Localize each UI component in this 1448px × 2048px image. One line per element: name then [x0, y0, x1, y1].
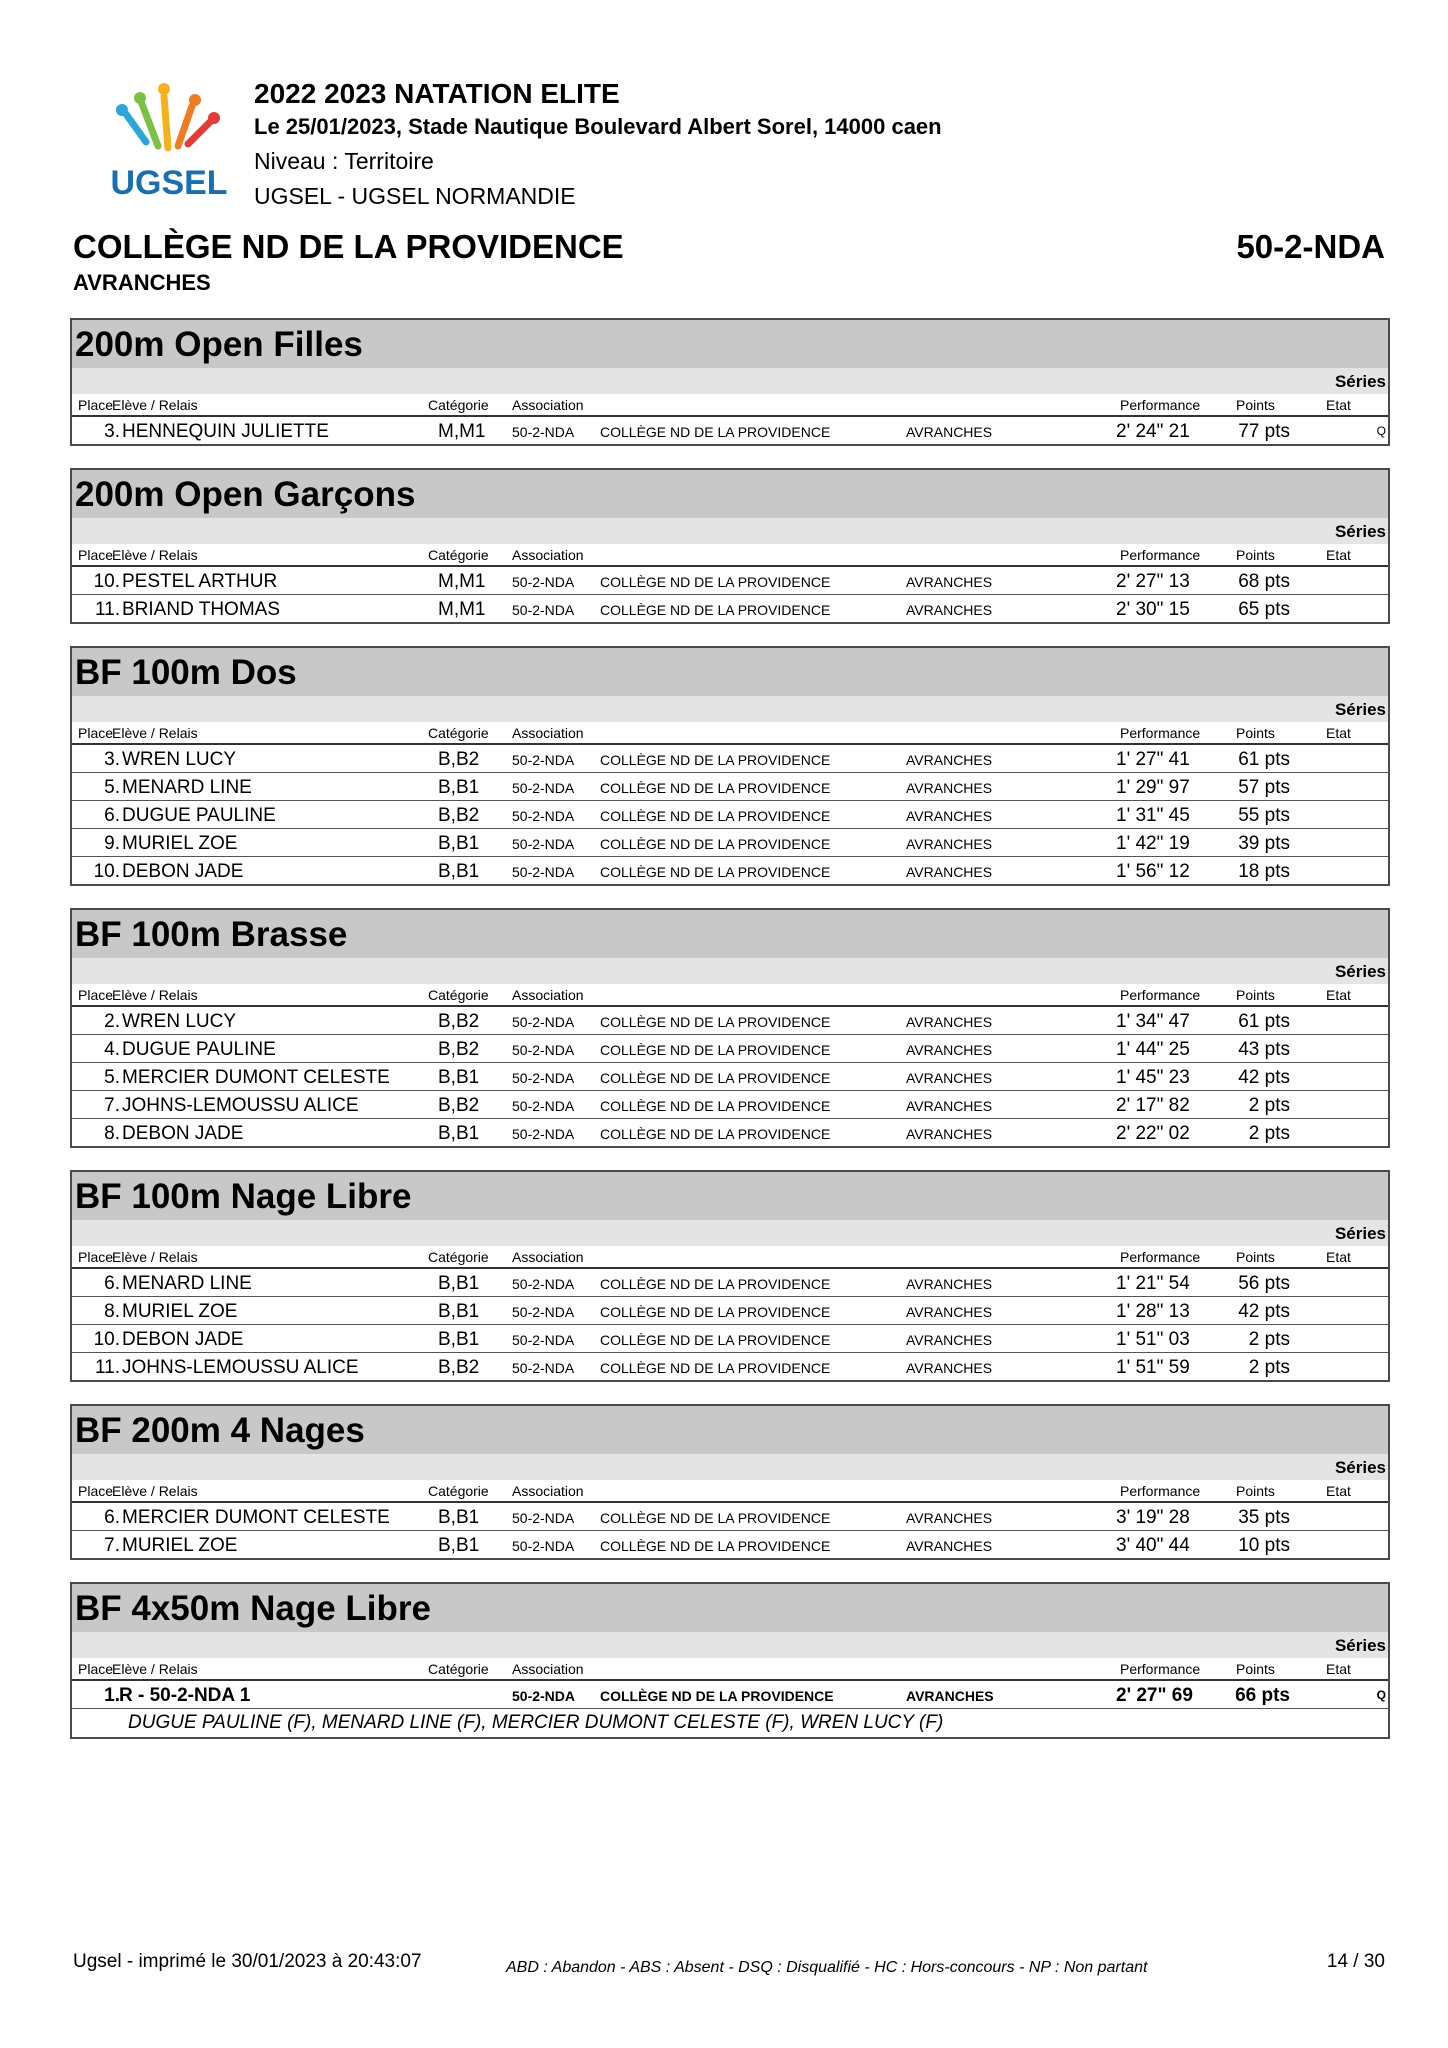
column-header: Place	[78, 1249, 114, 1265]
result-row	[72, 1325, 1388, 1353]
city-cell: AVRANCHES	[906, 1688, 994, 1704]
association-cell: COLLÈGE ND DE LA PROVIDENCE	[600, 1070, 831, 1086]
event-section	[70, 318, 1390, 446]
performance-cell: 1' 28" 13	[1116, 1301, 1190, 1322]
result-row	[72, 857, 1388, 884]
association-cell: COLLÈGE ND DE LA PROVIDENCE	[600, 1360, 831, 1376]
category-cell: B,B1	[438, 1123, 480, 1144]
column-header: Association	[512, 397, 584, 413]
column-header: Catégorie	[428, 725, 489, 741]
association-cell: COLLÈGE ND DE LA PROVIDENCE	[600, 574, 831, 590]
club-code: 50-2-NDA	[1236, 228, 1385, 265]
athlete-name: DEBON JADE	[122, 861, 244, 882]
place-cell: 1.	[104, 1685, 120, 1706]
athlete-name: DEBON JADE	[122, 1123, 244, 1144]
category-cell: B,B1	[438, 1301, 480, 1322]
column-header: Etat	[1326, 987, 1351, 1003]
club-code-cell: 50-2-NDA	[512, 1304, 575, 1320]
column-header-row	[72, 984, 1388, 1007]
result-row	[72, 801, 1388, 829]
event-section	[70, 468, 1390, 624]
category-cell: M,M1	[438, 421, 486, 442]
category-cell: B,B1	[438, 833, 480, 854]
association-cell: COLLÈGE ND DE LA PROVIDENCE	[600, 1014, 831, 1030]
column-header: Place	[78, 1483, 114, 1499]
points-cell: 43 pts	[1238, 1039, 1290, 1060]
series-label: Séries	[72, 368, 1388, 394]
logo-text: UGSEL	[110, 164, 228, 202]
athlete-name: DUGUE PAULINE	[122, 805, 276, 826]
points-cell: 2 pts	[1248, 1329, 1290, 1350]
performance-cell: 2' 30" 15	[1116, 599, 1190, 620]
column-header: Catégorie	[428, 1483, 489, 1499]
club-code-cell: 50-2-NDA	[512, 1360, 575, 1376]
athlete-name: BRIAND THOMAS	[122, 599, 281, 620]
athlete-name: DUGUE PAULINE	[122, 1039, 276, 1060]
column-header: Place	[78, 1661, 114, 1677]
athlete-name: MURIEL ZOE	[122, 1301, 238, 1322]
column-header: Catégorie	[428, 1661, 489, 1677]
performance-cell: 1' 45" 23	[1116, 1067, 1190, 1088]
result-row	[72, 1353, 1388, 1380]
category-cell: B,B2	[438, 1011, 480, 1032]
points-cell: 77 pts	[1238, 421, 1290, 442]
place-cell: 10.	[93, 861, 120, 882]
city-cell: AVRANCHES	[906, 602, 993, 618]
athlete-name: R - 50-2-NDA 1	[119, 1685, 251, 1706]
athlete-name: WREN LUCY	[122, 1011, 237, 1032]
column-header: Points	[1236, 1249, 1275, 1265]
event-section	[70, 1404, 1390, 1560]
city-cell: AVRANCHES	[906, 1042, 993, 1058]
city-cell: AVRANCHES	[906, 1014, 993, 1030]
event-title: 200m Open Filles	[72, 320, 1388, 368]
points-cell: 39 pts	[1238, 833, 1290, 854]
place-cell: 8.	[104, 1301, 120, 1322]
performance-cell: 2' 22" 02	[1116, 1123, 1190, 1144]
column-header: Place	[78, 725, 114, 741]
result-row	[72, 1531, 1388, 1558]
column-header: Elève / Relais	[112, 1661, 198, 1677]
column-header: Elève / Relais	[112, 725, 198, 741]
city-cell: AVRANCHES	[906, 752, 993, 768]
performance-cell: 1' 44" 25	[1116, 1039, 1190, 1060]
club-code-cell: 50-2-NDA	[512, 1510, 575, 1526]
footer-printed-date: Ugsel - imprimé le 30/01/2023 à 20:43:07	[73, 1951, 422, 1972]
result-row	[72, 1503, 1388, 1531]
performance-cell: 2' 17" 82	[1116, 1095, 1190, 1116]
category-cell: B,B2	[438, 805, 480, 826]
performance-cell: 1' 51" 59	[1116, 1357, 1190, 1378]
association-cell: COLLÈGE ND DE LA PROVIDENCE	[600, 808, 831, 824]
series-label: Séries	[72, 958, 1388, 984]
athlete-name: JOHNS-LEMOUSSU ALICE	[122, 1357, 359, 1378]
place-cell: 5.	[104, 1067, 120, 1088]
column-header-row	[72, 1658, 1388, 1681]
column-header: Elève / Relais	[112, 397, 198, 413]
city-cell: AVRANCHES	[906, 1126, 993, 1142]
column-header: Catégorie	[428, 987, 489, 1003]
category-cell: M,M1	[438, 599, 486, 620]
association-cell: COLLÈGE ND DE LA PROVIDENCE	[600, 780, 831, 796]
event-title: BF 100m Brasse	[72, 910, 1388, 958]
athlete-name: JOHNS-LEMOUSSU ALICE	[122, 1095, 359, 1116]
city-cell: AVRANCHES	[906, 1304, 993, 1320]
performance-cell: 1' 56" 12	[1116, 861, 1190, 882]
column-header: Points	[1236, 1483, 1275, 1499]
points-cell: 61 pts	[1238, 1011, 1290, 1032]
result-row	[72, 567, 1388, 595]
athlete-name: MURIEL ZOE	[122, 833, 238, 854]
association-cell: COLLÈGE ND DE LA PROVIDENCE	[600, 1304, 831, 1320]
result-row	[72, 1297, 1388, 1325]
performance-cell: 1' 31" 45	[1116, 805, 1190, 826]
place-cell: 11.	[94, 1357, 120, 1378]
result-row	[72, 1091, 1388, 1119]
place-cell: 11.	[94, 599, 120, 620]
city-cell: AVRANCHES	[906, 864, 993, 880]
place-cell: 10.	[93, 571, 120, 592]
event-title: BF 200m 4 Nages	[72, 1406, 1388, 1454]
category-cell: B,B1	[438, 777, 480, 798]
column-header: Etat	[1326, 1483, 1351, 1499]
athlete-name: MERCIER DUMONT CELESTE	[122, 1067, 390, 1088]
column-header: Elève / Relais	[112, 1249, 198, 1265]
column-header: Etat	[1326, 547, 1351, 563]
result-row	[72, 829, 1388, 857]
category-cell: B,B1	[438, 1507, 480, 1528]
event-section	[70, 908, 1390, 1148]
result-row	[72, 417, 1388, 444]
column-header: Catégorie	[428, 1249, 489, 1265]
city-cell: AVRANCHES	[906, 574, 993, 590]
points-cell: 68 pts	[1238, 571, 1290, 592]
column-header: Performance	[1120, 725, 1201, 741]
athlete-name: MERCIER DUMONT CELESTE	[122, 1507, 390, 1528]
series-label: Séries	[72, 1220, 1388, 1246]
column-header: Place	[78, 987, 114, 1003]
column-header: Etat	[1326, 1249, 1351, 1265]
association-cell: COLLÈGE ND DE LA PROVIDENCE	[600, 424, 831, 440]
points-cell: 10 pts	[1238, 1535, 1290, 1556]
place-cell: 5.	[104, 777, 120, 798]
event-title: BF 100m Dos	[72, 648, 1388, 696]
series-label: Séries	[72, 518, 1388, 544]
category-cell: B,B1	[438, 861, 480, 882]
city-cell: AVRANCHES	[906, 1360, 993, 1376]
association-cell: COLLÈGE ND DE LA PROVIDENCE	[600, 1510, 831, 1526]
performance-cell: 1' 21" 54	[1116, 1273, 1190, 1294]
association-cell: COLLÈGE ND DE LA PROVIDENCE	[600, 1538, 831, 1554]
event-section	[70, 646, 1390, 886]
state-cell: Q	[1376, 424, 1386, 438]
performance-cell: 1' 51" 03	[1116, 1329, 1190, 1350]
column-header: Performance	[1120, 1661, 1201, 1677]
performance-cell: 3' 19" 28	[1116, 1507, 1190, 1528]
place-cell: 9.	[104, 833, 120, 854]
column-header: Etat	[1326, 1661, 1351, 1677]
column-header-row	[72, 722, 1388, 745]
club-code-cell: 50-2-NDA	[512, 1538, 575, 1554]
ugsel-logo	[104, 74, 234, 212]
athlete-name: MENARD LINE	[122, 777, 252, 798]
association-cell: COLLÈGE ND DE LA PROVIDENCE	[600, 836, 831, 852]
athlete-name: HENNEQUIN JULIETTE	[122, 421, 329, 442]
relay-row	[72, 1681, 1388, 1709]
category-cell: B,B2	[438, 749, 480, 770]
association-cell: COLLÈGE ND DE LA PROVIDENCE	[600, 1688, 834, 1704]
city-cell: AVRANCHES	[906, 1538, 993, 1554]
column-header-row	[72, 1480, 1388, 1503]
place-cell: 3.	[104, 749, 120, 770]
points-cell: 2 pts	[1248, 1095, 1290, 1116]
club-code-cell: 50-2-NDA	[512, 1070, 575, 1086]
column-header: Etat	[1326, 397, 1351, 413]
column-header: Association	[512, 547, 584, 563]
club-code-cell: 50-2-NDA	[512, 1126, 575, 1142]
club-code-cell: 50-2-NDA	[512, 752, 575, 768]
category-cell: B,B2	[438, 1357, 480, 1378]
club-code-cell: 50-2-NDA	[512, 1042, 575, 1058]
result-row	[72, 745, 1388, 773]
column-header: Performance	[1120, 987, 1201, 1003]
city-cell: AVRANCHES	[906, 1070, 993, 1086]
result-row	[72, 595, 1388, 622]
column-header: Elève / Relais	[112, 1483, 198, 1499]
column-header: Association	[512, 1483, 584, 1499]
association-cell: COLLÈGE ND DE LA PROVIDENCE	[600, 1276, 831, 1292]
association-cell: COLLÈGE ND DE LA PROVIDENCE	[600, 602, 831, 618]
city-cell: AVRANCHES	[906, 1332, 993, 1348]
place-cell: 6.	[104, 1507, 120, 1528]
column-header: Points	[1236, 725, 1275, 741]
meet-organisation: UGSEL - UGSEL NORMANDIE	[254, 183, 576, 209]
result-row	[72, 1035, 1388, 1063]
column-header: Performance	[1120, 1483, 1201, 1499]
category-cell: B,B2	[438, 1039, 480, 1060]
page-number: 14 / 30	[1326, 1951, 1385, 1972]
points-cell: 55 pts	[1238, 805, 1290, 826]
column-header: Performance	[1120, 547, 1201, 563]
club-code-cell: 50-2-NDA	[512, 780, 575, 796]
column-header: Points	[1236, 547, 1275, 563]
club-code-cell: 50-2-NDA	[512, 836, 575, 852]
event-section	[70, 1170, 1390, 1382]
city-cell: AVRANCHES	[906, 1098, 993, 1114]
column-header-row	[72, 394, 1388, 417]
athlete-name: MENARD LINE	[122, 1273, 252, 1294]
result-row	[72, 1007, 1388, 1035]
association-cell: COLLÈGE ND DE LA PROVIDENCE	[600, 752, 831, 768]
column-header: Association	[512, 1661, 584, 1677]
column-header: Elève / Relais	[112, 547, 198, 563]
club-code-cell: 50-2-NDA	[512, 574, 575, 590]
result-row	[72, 1063, 1388, 1091]
category-cell: B,B1	[438, 1329, 480, 1350]
column-header: Place	[78, 547, 114, 563]
athlete-name: DEBON JADE	[122, 1329, 244, 1350]
place-cell: 2.	[104, 1011, 120, 1032]
performance-cell: 1' 42" 19	[1116, 833, 1190, 854]
column-header: Association	[512, 725, 584, 741]
category-cell: B,B1	[438, 1273, 480, 1294]
column-header: Elève / Relais	[112, 987, 198, 1003]
relay-team-members: DUGUE PAULINE (F), MENARD LINE (F), MERCIER DUMONT CELESTE (F), WREN LUCY (F)	[128, 1712, 944, 1733]
column-header-row	[72, 1246, 1388, 1269]
club-city: AVRANCHES	[73, 270, 211, 295]
column-header: Points	[1236, 397, 1275, 413]
city-cell: AVRANCHES	[906, 836, 993, 852]
column-header: Catégorie	[428, 397, 489, 413]
place-cell: 4.	[104, 1039, 120, 1060]
club-code-cell: 50-2-NDA	[512, 602, 575, 618]
place-cell: 8.	[104, 1123, 120, 1144]
points-cell: 18 pts	[1238, 861, 1290, 882]
club-code-cell: 50-2-NDA	[512, 1098, 575, 1114]
performance-cell: 2' 27" 69	[1116, 1685, 1193, 1706]
club-code-cell: 50-2-NDA	[512, 1688, 576, 1704]
association-cell: COLLÈGE ND DE LA PROVIDENCE	[600, 1042, 831, 1058]
event-section	[70, 1582, 1390, 1739]
points-cell: 65 pts	[1238, 599, 1290, 620]
points-cell: 35 pts	[1238, 1507, 1290, 1528]
column-header-row	[72, 544, 1388, 567]
place-cell: 7.	[104, 1535, 120, 1556]
column-header: Place	[78, 397, 114, 413]
event-title: BF 100m Nage Libre	[72, 1172, 1388, 1220]
performance-cell: 1' 27" 41	[1116, 749, 1190, 770]
club-code-cell: 50-2-NDA	[512, 1276, 575, 1292]
association-cell: COLLÈGE ND DE LA PROVIDENCE	[600, 1126, 831, 1142]
place-cell: 6.	[104, 1273, 120, 1294]
club-code-cell: 50-2-NDA	[512, 1332, 575, 1348]
column-header: Catégorie	[428, 547, 489, 563]
athlete-name: MURIEL ZOE	[122, 1535, 238, 1556]
association-cell: COLLÈGE ND DE LA PROVIDENCE	[600, 864, 831, 880]
club-name: COLLÈGE ND DE LA PROVIDENCE	[73, 228, 624, 265]
event-title: BF 4x50m Nage Libre	[72, 1584, 1388, 1632]
result-row	[72, 773, 1388, 801]
performance-cell: 2' 27" 13	[1116, 571, 1190, 592]
meet-date-location: Le 25/01/2023, Stade Nautique Boulevard Albert Sorel, 14000 caen	[254, 114, 942, 139]
points-cell: 57 pts	[1238, 777, 1290, 798]
club-code-cell: 50-2-NDA	[512, 808, 575, 824]
column-header: Association	[512, 1249, 584, 1265]
column-header: Association	[512, 987, 584, 1003]
points-cell: 66 pts	[1235, 1685, 1290, 1706]
category-cell: B,B1	[438, 1535, 480, 1556]
category-cell: M,M1	[438, 571, 486, 592]
city-cell: AVRANCHES	[906, 424, 993, 440]
series-label: Séries	[72, 1632, 1388, 1658]
footer-legend: ABD : Abandon - ABS : Absent - DSQ : Disqualifié - HC : Hors-concours - NP : Non partant	[506, 1959, 1148, 1976]
club-code-cell: 50-2-NDA	[512, 1014, 575, 1030]
city-cell: AVRANCHES	[906, 808, 993, 824]
points-cell: 2 pts	[1248, 1357, 1290, 1378]
city-cell: AVRANCHES	[906, 1276, 993, 1292]
performance-cell: 1' 34" 47	[1116, 1011, 1190, 1032]
city-cell: AVRANCHES	[906, 1510, 993, 1526]
points-cell: 2 pts	[1248, 1123, 1290, 1144]
meet-title: 2022 2023 NATATION ELITE	[254, 78, 620, 109]
series-label: Séries	[72, 1454, 1388, 1480]
event-title: 200m Open Garçons	[72, 470, 1388, 518]
column-header: Etat	[1326, 725, 1351, 741]
column-header: Points	[1236, 1661, 1275, 1677]
athlete-name: WREN LUCY	[122, 749, 237, 770]
result-row	[72, 1119, 1388, 1146]
association-cell: COLLÈGE ND DE LA PROVIDENCE	[600, 1332, 831, 1348]
category-cell: B,B2	[438, 1095, 480, 1116]
series-label: Séries	[72, 696, 1388, 722]
place-cell: 10.	[93, 1329, 120, 1350]
points-cell: 61 pts	[1238, 749, 1290, 770]
club-code-cell: 50-2-NDA	[512, 424, 575, 440]
performance-cell: 3' 40" 44	[1116, 1535, 1190, 1556]
column-header: Performance	[1120, 397, 1201, 413]
association-cell: COLLÈGE ND DE LA PROVIDENCE	[600, 1098, 831, 1114]
place-cell: 6.	[104, 805, 120, 826]
column-header: Performance	[1120, 1249, 1201, 1265]
place-cell: 3.	[104, 421, 120, 442]
athlete-name: PESTEL ARTHUR	[122, 571, 278, 592]
performance-cell: 1' 29" 97	[1116, 777, 1190, 798]
city-cell: AVRANCHES	[906, 780, 993, 796]
points-cell: 42 pts	[1238, 1301, 1290, 1322]
club-code-cell: 50-2-NDA	[512, 864, 575, 880]
events-list	[70, 318, 1390, 1761]
performance-cell: 2' 24" 21	[1116, 421, 1190, 442]
result-row	[72, 1269, 1388, 1297]
state-cell: Q	[1376, 1688, 1386, 1702]
column-header: Points	[1236, 987, 1275, 1003]
category-cell: B,B1	[438, 1067, 480, 1088]
points-cell: 56 pts	[1238, 1273, 1290, 1294]
meet-level: Niveau : Territoire	[254, 148, 434, 174]
points-cell: 42 pts	[1238, 1067, 1290, 1088]
place-cell: 7.	[104, 1095, 120, 1116]
